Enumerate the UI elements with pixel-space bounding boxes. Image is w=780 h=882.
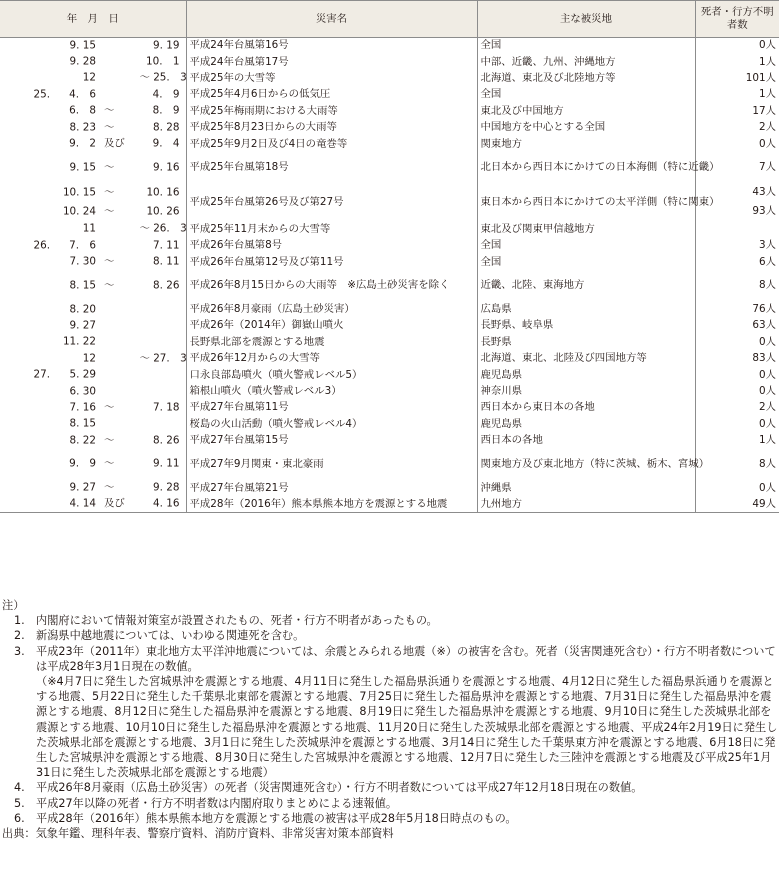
date-cell	[0, 449, 186, 480]
date-cell	[0, 400, 186, 416]
end-date: 8. 26	[153, 279, 180, 292]
start-date: 9. 9	[69, 457, 96, 470]
start-date: 9. 15	[69, 161, 96, 174]
note-text: 平成28年（2016年）熊本県熊本地方を震源とする地震の被害は平成28年5月18日時点のもの。	[36, 811, 517, 825]
date-cell	[0, 70, 186, 86]
table-body	[0, 38, 779, 513]
start-date: 5. 29	[69, 368, 96, 381]
affected-area-cell: 鹿児島県	[477, 367, 695, 383]
note-item	[2, 780, 778, 795]
affected-area-cell: 沖縄県	[477, 480, 695, 496]
deaths-cell: 93人	[752, 205, 776, 218]
start-date: 4. 14	[69, 497, 96, 510]
start-date: 11	[82, 222, 96, 235]
year: 26.	[33, 239, 50, 252]
date-cell	[0, 103, 186, 119]
deaths-cell: 1人	[758, 434, 776, 447]
end-date: 9. 19	[153, 39, 180, 52]
disaster-name-cell: 箱根山噴火（噴火警戒レベル3）	[186, 383, 477, 399]
start-date: 8. 22	[69, 434, 96, 447]
start-date: 11. 22	[62, 335, 96, 348]
disaster-name-cell: 平成25年4月6日からの低気圧	[186, 87, 477, 103]
disaster-name-cell: 平成25年8月23日からの大雨等	[186, 119, 477, 135]
affected-area-cell: 中部、近畿、九州、沖縄地方	[477, 54, 695, 70]
disaster-name-cell: 平成28年（2016年）熊本県熊本地方を震源とする地震	[186, 496, 477, 512]
affected-area-cell: 全国	[477, 238, 695, 254]
table-row	[0, 87, 779, 103]
disaster-name-cell: 平成24年台風第17号	[186, 54, 477, 70]
start-date: 7. 30	[69, 255, 96, 268]
deaths-cell: 43人	[752, 186, 776, 199]
note-text: 平成27年以降の死者・行方不明者数は内閣府取りまとめによる速報値。	[36, 796, 398, 810]
deaths-cell: 0人	[758, 417, 776, 430]
date-cell	[0, 38, 186, 54]
table-row	[0, 449, 779, 480]
disaster-name-cell: 平成25年の大雪等	[186, 70, 477, 86]
end-date: 8. 26	[153, 434, 180, 447]
affected-area-cell: 東北及び中国地方	[477, 103, 695, 119]
disaster-name-cell: 平成27年台風第11号	[186, 400, 477, 416]
disaster-name-cell: 平成25年梅雨期における大雨等	[186, 103, 477, 119]
affected-area-cell: 全国	[477, 254, 695, 270]
deaths-cell: 101人	[745, 71, 776, 84]
date-cell	[0, 221, 186, 237]
note-number: 4.	[14, 781, 25, 795]
affected-area-cell: 北海道、東北、北陸及び四国地方等	[477, 351, 695, 367]
affected-area-cell: 長野県	[477, 334, 695, 350]
table-row	[0, 270, 779, 301]
start-date: 10. 15	[62, 186, 96, 199]
separator: ～	[104, 161, 115, 174]
header-affected-area: 主な被災地	[477, 1, 695, 38]
notes-list	[2, 613, 778, 826]
end-date: ～ 25. 3	[139, 71, 187, 84]
start-date: 7. 16	[69, 401, 96, 414]
note-text: 平成26年8月豪雨（広島土砂災害）の死者（災害関連死含む）・行方不明者数については平成27年12月18日現在の数値。	[36, 781, 643, 795]
deaths-cell: 8人	[758, 457, 776, 470]
end-date: 10. 16	[146, 186, 180, 199]
deaths-cell: 8人	[758, 279, 776, 292]
date-cell	[0, 119, 186, 135]
disaster-name-cell: 平成27年9月関東・東北豪雨	[186, 449, 477, 480]
end-date: 4. 16	[153, 497, 180, 510]
date-cell	[0, 383, 186, 399]
disaster-name-cell: 平成25年台風第18号	[186, 152, 477, 183]
end-date: ～ 26. 3	[139, 222, 187, 235]
end-date: 9. 4	[152, 137, 180, 150]
table-row	[0, 400, 779, 416]
note-item	[2, 644, 778, 781]
year: 27.	[33, 368, 50, 381]
separator: ～	[104, 401, 115, 414]
deaths-cell: 0人	[758, 39, 776, 52]
note-subtext: （※4月7日に発生した宮城県沖を震源とする地震、4月11日に発生した福島県浜通りを震源とする地震、4月12日に発生した福島県浜通りを震源とする地震、5月22日に発生した千葉県北東部を震源とする地震、7月25日に発生した福島県沖を震源とする地震、7月31日に発生した福島県沖を震源とする地震、8月12日に発生した福島県沖を震源とする地震、8月19日に発生した福島県沖を震源とする地震、9月10日に発生した茨城県北部を震源とする地震、10月10日に発生した福島県沖を震源とする地震、11月20日に発生した茨城県北部を震源とする地震、平成24年2月19日に発生した茨城県北部を震源とする地震、3月1日に発生した茨城県沖を震源とする地震、3月14日に発生した千葉県東方沖を震源とする地震、6月18日に発生した宮城県沖を震源とする地震、8月30日に発生した宮城県沖を震源とする地震、12月7日に発生した三陸沖を震源とする地震及び平成25年1月31日に発生した茨城県北部を震源とする地震）	[36, 675, 778, 780]
start-date: 10. 24	[62, 205, 96, 218]
start-date: 9. 2	[69, 137, 96, 150]
disaster-name-cell: 桜島の火山活動（噴火警戒レベル4）	[186, 416, 477, 432]
table-row	[0, 351, 779, 367]
end-date: 10. 1	[145, 55, 180, 68]
notes-heading: 注）	[2, 599, 25, 612]
note-item	[2, 811, 778, 826]
note-number: 5.	[14, 796, 25, 810]
table-row	[0, 221, 779, 237]
deaths-cell: 63人	[752, 319, 776, 332]
disaster-name-cell: 平成26年8月豪雨（広島土砂災害）	[186, 301, 477, 317]
header-date: 年 月 日	[0, 1, 186, 38]
deaths-cell: 7人	[758, 161, 776, 174]
affected-area-cell: 西日本から東日本の各地	[477, 400, 695, 416]
separator: ～	[104, 457, 115, 470]
separator: ～	[104, 255, 115, 268]
deaths-cell: 0人	[758, 335, 776, 348]
start-date: 12	[82, 352, 96, 365]
date-cell	[0, 136, 186, 152]
date-cell	[0, 152, 186, 183]
end-date: 9. 28	[153, 481, 180, 494]
start-date: 8. 20	[69, 303, 96, 316]
end-date: 10. 26	[146, 205, 180, 218]
table-row	[0, 318, 779, 334]
deaths-cell: 2人	[758, 401, 776, 414]
table-row	[0, 103, 779, 119]
disaster-name-cell: 平成24年台風第16号	[186, 38, 477, 54]
deaths-cell: 6人	[758, 255, 776, 268]
note-text: 内閣府において情報対策室が設置されたもの、死者・行方不明者があったもの。	[36, 614, 438, 628]
separator: ～	[104, 205, 115, 218]
start-date: 4. 6	[69, 88, 96, 101]
end-date: 9. 11	[153, 457, 180, 470]
date-cell	[0, 433, 186, 449]
start-date: 9. 28	[69, 55, 96, 68]
disaster-name-cell: 平成27年台風第15号	[186, 433, 477, 449]
deaths-cell: 2人	[758, 121, 776, 134]
affected-area-cell: 全国	[477, 38, 695, 54]
end-date: 8. 28	[153, 121, 180, 134]
date-cell	[0, 301, 186, 317]
deaths-cell: 76人	[752, 303, 776, 316]
date-cell	[0, 334, 186, 350]
separator: ～	[104, 279, 115, 292]
disaster-name-cell: 平成25年台風第26号及び第27号	[186, 183, 477, 221]
affected-area-cell: 北日本から西日本にかけての日本海側（特に近畿）	[477, 152, 695, 183]
affected-area-cell: 広島県	[477, 301, 695, 317]
affected-area-cell: 鹿児島県	[477, 416, 695, 432]
header-disaster-name: 災害名	[186, 1, 477, 38]
disaster-name-cell: 平成26年台風第8号	[186, 238, 477, 254]
table-row	[0, 496, 779, 512]
note-text: 平成23年（2011年）東北地方太平洋沖地震については、余震とみられる地震（※）の被害を含む。死者（災害関連死含む）・行方不明者数については平成28年3月1日現在の数値。	[36, 644, 776, 673]
disaster-name-cell: 平成26年12月からの大雪等	[186, 351, 477, 367]
end-date: 8. 9	[152, 104, 180, 117]
disaster-name-cell: 平成27年台風第21号	[186, 480, 477, 496]
table-row	[0, 301, 779, 317]
separator: 及び	[104, 137, 125, 150]
end-date: 9. 16	[153, 161, 180, 174]
note-number: 2.	[14, 629, 25, 643]
table-row	[0, 480, 779, 496]
separator: ～	[104, 121, 115, 134]
table-row	[0, 433, 779, 449]
start-date: 9. 15	[69, 39, 96, 52]
end-date: 7. 18	[153, 401, 180, 414]
start-date: 8. 15	[69, 279, 96, 292]
note-item	[2, 613, 778, 628]
deaths-cell	[695, 221, 779, 237]
separator: ～	[104, 186, 115, 199]
table-row	[0, 254, 779, 270]
table-header-row	[0, 1, 779, 38]
table-row	[0, 70, 779, 86]
affected-area-cell: 東日本から西日本にかけての太平洋側（特に関東）	[477, 183, 695, 221]
deaths-cell: 1人	[758, 55, 776, 68]
affected-area-cell: 近畿、北陸、東海地方	[477, 270, 695, 301]
affected-area-cell: 神奈川県	[477, 383, 695, 399]
deaths-cell: 0人	[758, 385, 776, 398]
start-date: 9. 27	[69, 481, 96, 494]
affected-area-cell: 長野県、岐阜県	[477, 318, 695, 334]
end-date: 7. 11	[153, 239, 180, 252]
notes-section	[2, 598, 778, 841]
table-row	[0, 54, 779, 70]
start-date: 12	[82, 71, 96, 84]
affected-area-cell: 関東地方及び東北地方（特に茨城、栃木、宮城）	[477, 449, 695, 480]
table-row	[0, 136, 779, 152]
start-date: 8. 23	[69, 121, 96, 134]
start-date: 8. 15	[69, 417, 96, 430]
note-item	[2, 796, 778, 811]
date-cell	[0, 351, 186, 367]
separator: ～	[104, 434, 115, 447]
deaths-cell: 0人	[758, 368, 776, 381]
note-text: 新潟県中越地震については、いわゆる関連死を含む。	[36, 629, 305, 643]
year: 25.	[33, 88, 50, 101]
date-cell	[0, 254, 186, 270]
table-row	[0, 367, 779, 383]
affected-area-cell: 関東地方	[477, 136, 695, 152]
table-row	[0, 38, 779, 54]
deaths-cell: 1人	[758, 88, 776, 101]
separator: 及び	[104, 497, 125, 510]
date-cell	[0, 318, 186, 334]
table-row	[0, 152, 779, 183]
separator: ～	[104, 481, 115, 494]
date-cell	[0, 238, 186, 254]
date-cell	[0, 202, 186, 221]
source-line: 出典：気象年鑑、理科年表、警察庁資料、消防庁資料、非常災害対策本部資料	[2, 827, 394, 841]
header-deaths-missing: 死者・行方不明者数	[695, 1, 779, 38]
deaths-cell: 3人	[758, 239, 776, 252]
end-date: ～ 27. 3	[139, 352, 187, 365]
table-row	[0, 383, 779, 399]
start-date: 7. 6	[69, 239, 96, 252]
affected-area-cell: 北海道、東北及び北陸地方等	[477, 70, 695, 86]
affected-area-cell: 全国	[477, 87, 695, 103]
start-date: 6. 8	[69, 104, 96, 117]
disaster-name-cell: 平成25年9月2日及び4日の竜巻等	[186, 136, 477, 152]
disaster-name-cell: 口永良部島噴火（噴火警戒レベル5）	[186, 367, 477, 383]
end-date: 4. 9	[152, 88, 180, 101]
deaths-cell: 0人	[758, 137, 776, 150]
table-row	[0, 238, 779, 254]
date-cell	[0, 367, 186, 383]
disaster-name-cell: 平成26年台風第12号及び第11号	[186, 254, 477, 270]
date-cell	[0, 496, 186, 512]
date-cell	[0, 87, 186, 103]
table-row	[0, 119, 779, 135]
table-row	[0, 416, 779, 432]
disaster-name-cell: 長野県北部を震源とする地震	[186, 334, 477, 350]
affected-area-cell: 中国地方を中心とする全国	[477, 119, 695, 135]
note-number: 6.	[14, 811, 25, 825]
date-cell	[0, 480, 186, 496]
deaths-cell: 49人	[695, 496, 779, 512]
start-date: 6. 30	[69, 385, 96, 398]
deaths-cell: 0人	[758, 481, 776, 494]
start-date: 9. 27	[69, 319, 96, 332]
note-item	[2, 628, 778, 643]
end-date: 8. 11	[153, 255, 180, 268]
affected-area-cell: 西日本の各地	[477, 433, 695, 449]
disaster-name-cell: 平成26年（2014年）御嶽山噴火	[186, 318, 477, 334]
affected-area-cell: 東北及び関東甲信越地方	[477, 221, 695, 237]
deaths-cell: 17人	[752, 104, 776, 117]
date-cell	[0, 270, 186, 301]
disaster-name-cell: 平成25年11月末からの大雪等	[186, 221, 477, 237]
table-row	[0, 334, 779, 350]
note-number: 3.	[14, 644, 25, 658]
table-row	[0, 183, 779, 202]
disaster-name-cell: 平成26年8月15日からの大雨等 ※広島土砂災害を除く	[186, 270, 477, 301]
deaths-cell: 83人	[752, 352, 776, 365]
date-cell	[0, 183, 186, 202]
date-cell	[0, 54, 186, 70]
date-cell	[0, 416, 186, 432]
note-number: 1.	[14, 614, 25, 628]
separator: ～	[104, 104, 115, 117]
affected-area-cell: 九州地方	[477, 496, 695, 512]
